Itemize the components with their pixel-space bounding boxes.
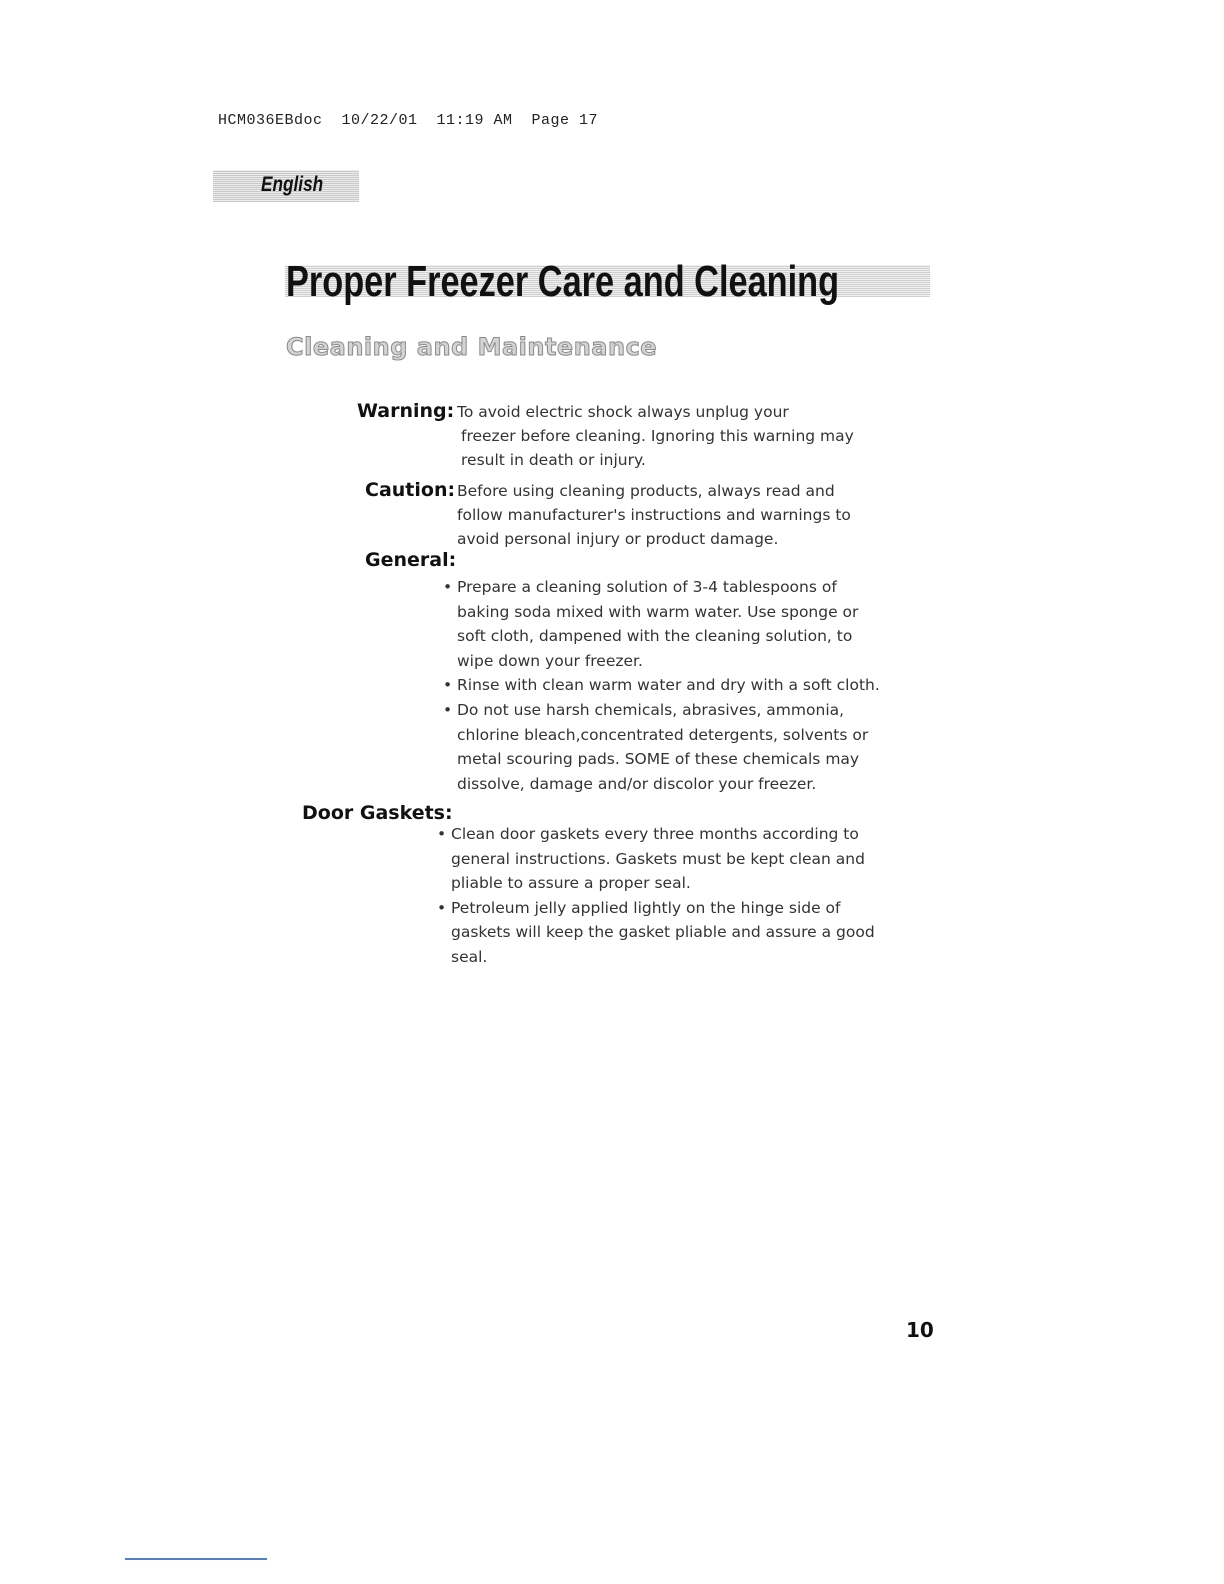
footer-rule [125,1558,267,1560]
warning-line: freezer before cleaning. Ignoring this warning may [461,427,854,445]
language-tab-label: English [261,173,324,196]
door-gaskets-list [437,822,877,970]
warning-line: To avoid electric shock always unplug your [457,403,789,421]
caution-line: follow manufacturer's instructions and warnings to [457,506,851,524]
page-title: Proper Freezer Care and Cleaning [286,257,840,306]
door-gaskets-label: Door Gaskets: [302,802,453,824]
list-item: • Rinse with clean warm water and dry with a soft cloth. [443,673,883,698]
caution-line: avoid personal injury or product damage. [457,530,779,548]
caution-line: Before using cleaning products, always read and [457,482,835,500]
general-list [443,575,883,796]
warning-text [457,400,881,472]
list-item: • Do not use harsh chemicals, abrasives, ammonia, chlorine bleach,concentrated detergents, solvents or metal scouring pads. SOME of these chemicals may dissolve, damage and/or discolor your freezer. [443,698,883,796]
list-item: • Clean door gaskets every three months according to general instructions. Gaskets must be kept clean and pliable to assure a proper seal. [437,822,877,896]
document-slug: HCM036EBdoc 10/22/01 11:19 AM Page 17 [218,112,599,129]
language-tab [213,170,359,202]
caution-text [457,479,877,551]
general-label: General: [365,549,457,571]
list-item: • Petroleum jelly applied lightly on the hinge side of gaskets will keep the gasket pliable and assure a good seal. [437,896,877,970]
section-subtitle: Cleaning and Maintenance [286,333,658,361]
warning-line: result in death or injury. [461,451,646,469]
warning-label: Warning: [357,400,455,422]
page-number: 10 [906,1318,934,1342]
caution-label: Caution: [365,479,456,501]
list-item: • Prepare a cleaning solution of 3-4 tablespoons of baking soda mixed with warm water. Use sponge or soft cloth, dampened with the cleaning solution, to wipe down your freezer. [443,575,883,673]
